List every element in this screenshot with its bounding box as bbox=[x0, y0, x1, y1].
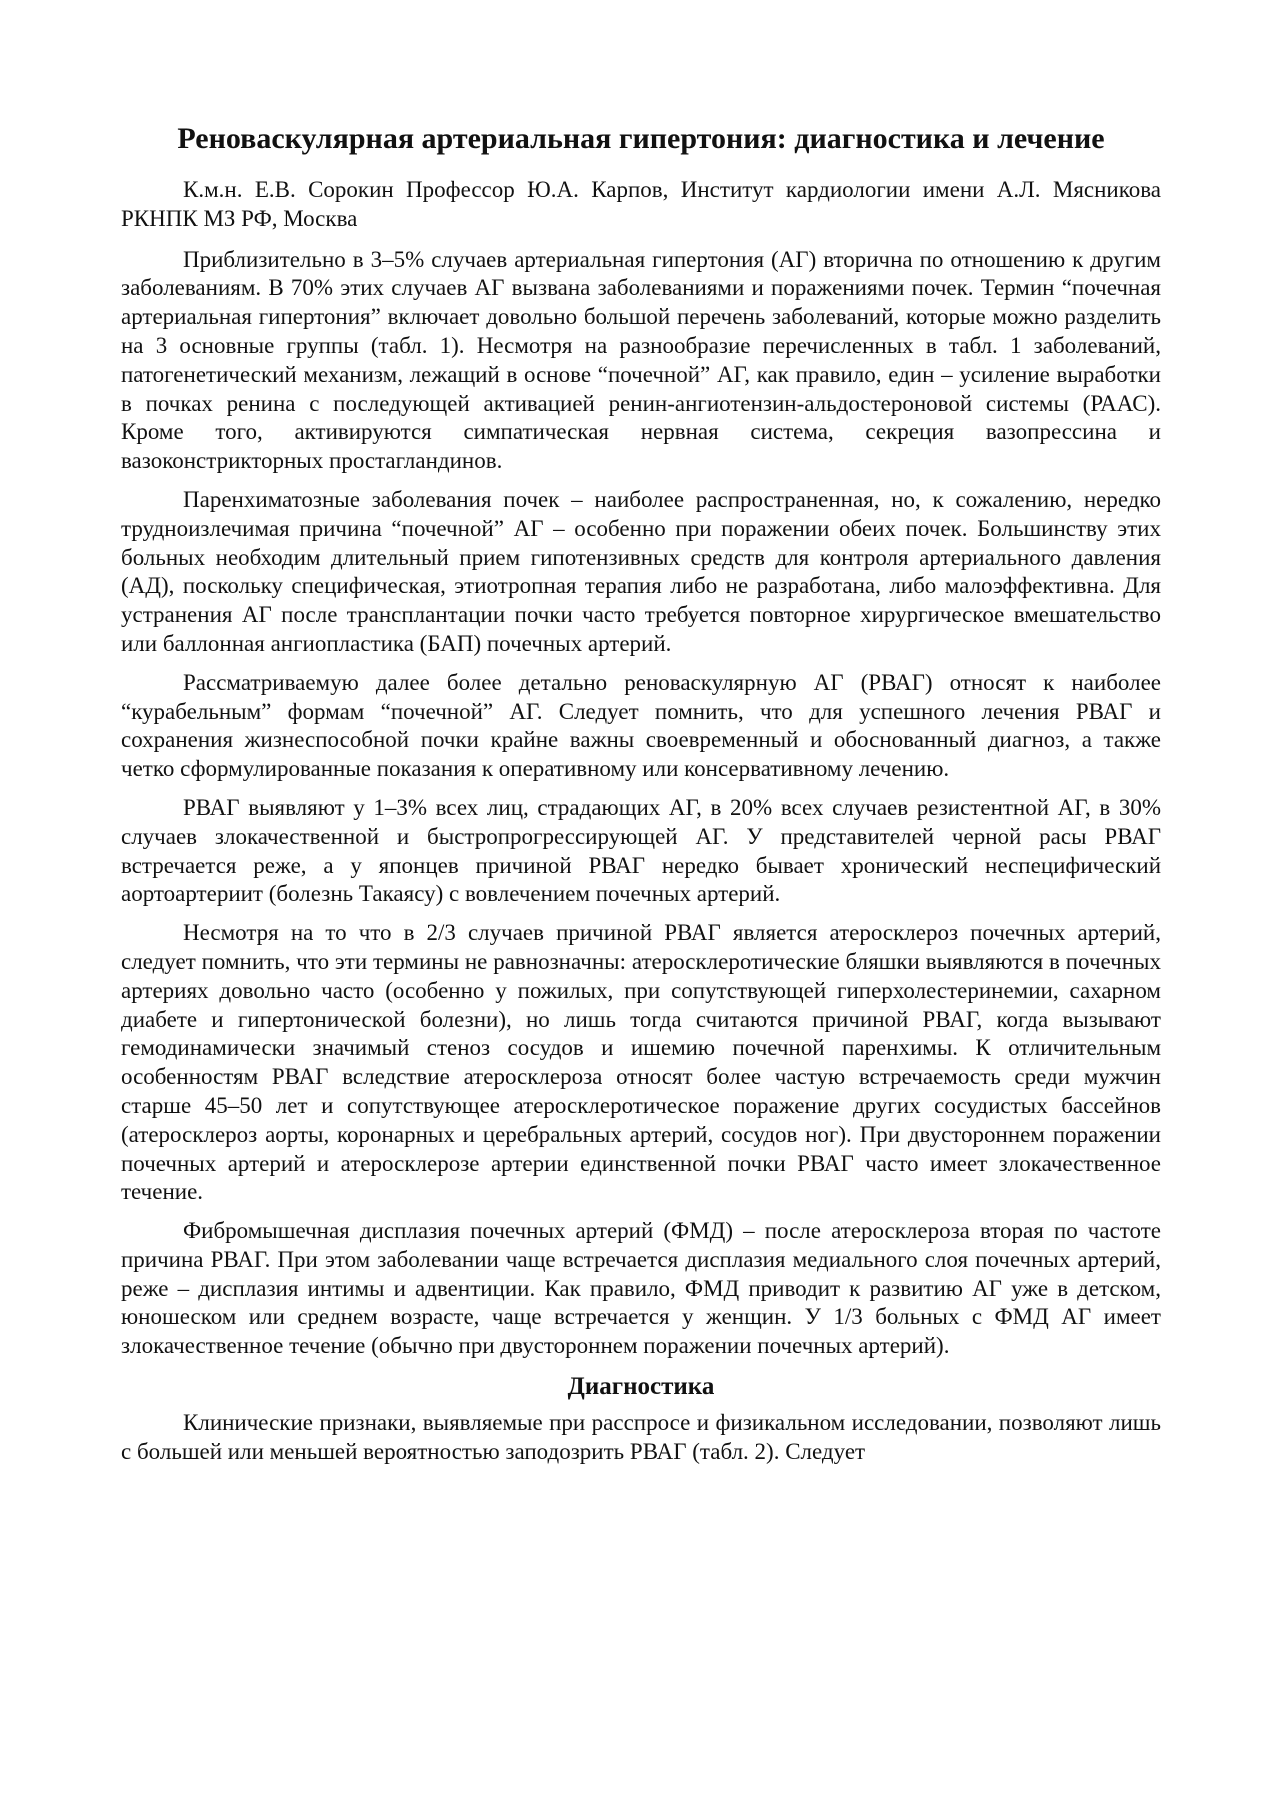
section-heading-diagnostics: Диагностика bbox=[567, 1373, 715, 1401]
body-paragraph-5: Несмотря на то что в 2/3 случаев причиной РВАГ является атеросклероз почечных артерий, следует помнить, что эти термины не равнозначны: атеросклеротические бляшки выявляются в почечных артериях довольно часто (особенно у пожилых, при сопутствующей гиперхолестеринемии, сахарном диабете и гипертонической болезни), но лишь тогда считаются причиной РВАГ, когда вызывают гемодинамически значимый стеноз сосудов и ишемию почечной паренхимы. К отличительным особенностям РВАГ вследствие атеросклероза относят более частую встречаемость среди мужчин старше 45–50 лет и сопутствующее атеросклеротическое поражение других сосудистых бассейнов (атеросклероз аорты, коронарных и церебральных артерий, сосудов ног). При двустороннем поражении почечных артерий и атеросклерозе артерии единственной почки РВАГ часто имеет злокачественное течение. bbox=[121, 920, 1161, 1205]
body-paragraph-2: Паренхиматозные заболевания почек – наиболее распространенная, но, к сожалению, нередко трудноизлечимая причина “почечной” АГ – особенно при поражении обеих почек. Большинству этих больных необходим длительный прием гипотензивных средств для контроля артериального давления (АД), поскольку специфическая, этиотропная терапия либо не разработана, либо малоэффективна. Для устранения АГ после трансплантации почки часто требуется повторное хирургическое вмешательство или баллонная ангиопластика (БАП) почечных артерий. bbox=[121, 486, 1161, 656]
section-paragraph: Клинические признаки, выявляемые при расспросе и физикальном исследовании, позволяют лишь с большей или меньшей вероятностью заподозрить РВАГ (табл. 2). Следует bbox=[121, 1410, 1161, 1464]
document-page bbox=[121, 120, 1161, 1477]
body-paragraph-1: Приблизительно в 3–5% случаев артериальная гипертония (АГ) вторична по отношению к другим заболеваниям. В 70% этих случаев АГ вызвана заболеваниями и поражениями почек. Термин “почечная артериальная гипертония” включает довольно большой перечень заболеваний, которые можно разделить на 3 основные группы (табл. 1). Несмотря на разнообразие перечисленных в табл. 1 заболеваний, патогенетический механизм, лежащий в основе “почечной” АГ, как правило, един – усиление выработки в почках ренина с последующей активацией ренин-ангиотензин-альдостероновой системы (РААС). Кроме того, активируются симпатическая нервная система, секреция вазопрессина и вазоконстрикторных простагландинов. bbox=[121, 246, 1161, 474]
body-paragraph-4: РВАГ выявляют у 1–3% всех лиц, страдающих АГ, в 20% всех случаев резистентной АГ, в 30% случаев злокачественной и быстропрогрессирующей АГ. У представителей черной расы РВАГ встречается реже, а у японцев причиной РВАГ нередко бывает хронический неспецифический аортоартериит (болезнь Такаясу) с вовлечением почечных артерий. bbox=[121, 794, 1161, 907]
body-paragraph-3: Рассматриваемую далее более детально реноваскулярную АГ (РВАГ) относят к наиболее “курабельным” формам “почечной” АГ. Следует помнить, что для успешного лечения РВАГ и сохранения жизнеспособной почки крайне важны своевременный и обоснованный диагноз, а также четко сформулированные показания к оперативному или консервативному лечению. bbox=[121, 669, 1161, 782]
body-paragraph-6: Фибромышечная дисплазия почечных артерий (ФМД) – после атеросклероза вторая по частоте причина РВАГ. При этом заболевании чаще встречается дисплазия медиального слоя почечных артерий, реже – дисплазия интимы и адвентиции. Как правило, ФМД приводит к развитию АГ уже в детском, юношеском или среднем возрасте, чаще встречается у женщин. У 1/3 больных с ФМД АГ имеет злокачественное течение (обычно при двустороннем поражении почечных артерий). bbox=[121, 1218, 1161, 1359]
authors-line: К.м.н. Е.В. Сорокин Профессор Ю.А. Карпов, Институт кардиологии имени А.Л. Мясникова РКНПК МЗ РФ, Москва bbox=[121, 177, 1161, 231]
document-title: Реноваскулярная артериальная гипертония: диагностика и лечение bbox=[177, 122, 1105, 155]
